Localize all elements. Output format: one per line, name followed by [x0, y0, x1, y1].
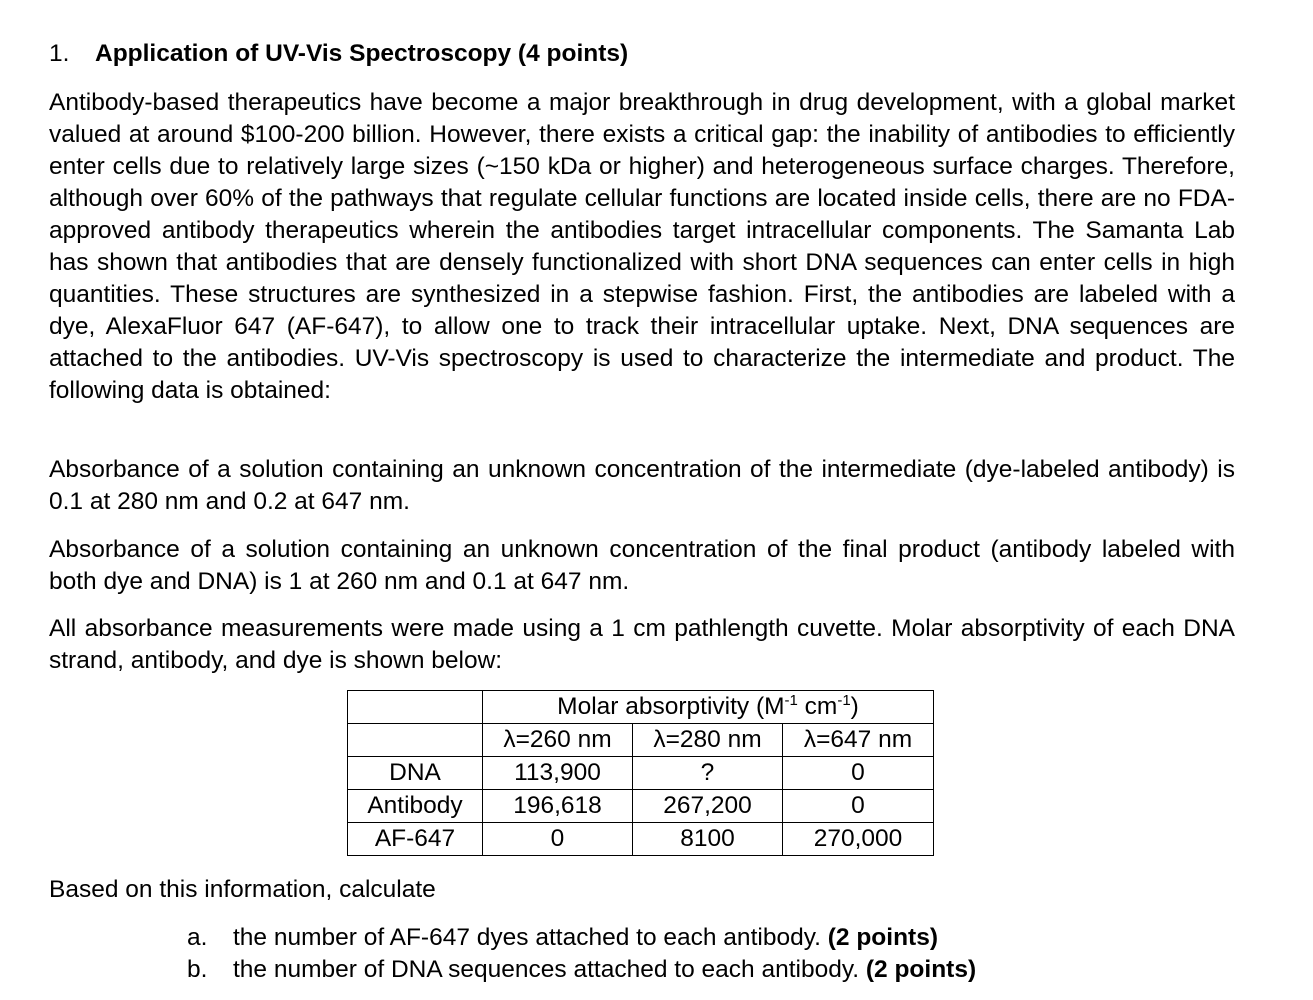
header-exponent-1: -1	[784, 692, 798, 709]
row-label-antibody: Antibody	[348, 790, 483, 823]
question-number: 1.	[49, 40, 70, 67]
sub-question-text: the number of AF-647 dyes attached to each antibody.	[233, 924, 828, 951]
table-wavelength-row	[348, 724, 934, 757]
product-absorbance-paragraph: Absorbance of a solution containing an unknown concentration of the final product (antibody labeled with both dye and DNA) is 1 at 260 nm and 0.1 at 647 nm.	[49, 536, 1235, 595]
table-corner-cell	[348, 691, 483, 724]
molar-absorptivity-table	[347, 690, 934, 856]
table-cell: 196,618	[483, 790, 633, 823]
table-row	[348, 757, 934, 790]
table-cell: 8100	[633, 823, 783, 856]
row-label-dna: DNA	[348, 757, 483, 790]
sub-question-letter: a.	[187, 924, 208, 951]
intermediate-absorbance-paragraph: Absorbance of a solution containing an unknown concentration of the intermediate (dye-labeled antibody) is 0.1 at 280 nm and 0.2 at 647 nm.	[49, 456, 1235, 515]
question-heading	[49, 38, 628, 70]
table-cell: 113,900	[483, 757, 633, 790]
header-close: )	[850, 693, 859, 720]
table-cell: 0	[783, 790, 934, 823]
wavelength-280-header: λ=280 nm	[633, 724, 783, 757]
wavelength-647-header: λ=647 nm	[783, 724, 934, 757]
table-cell: 267,200	[633, 790, 783, 823]
table-empty-cell	[348, 724, 483, 757]
wavelength-260-header: λ=260 nm	[483, 724, 633, 757]
based-on-paragraph: Based on this information, calculate	[49, 876, 436, 903]
row-label-af647: AF-647	[348, 823, 483, 856]
sub-question-text: the number of DNA sequences attached to each antibody.	[233, 956, 866, 983]
header-text: Molar absorptivity (M	[557, 693, 785, 720]
measurement-note-paragraph: All absorbance measurements were made using a 1 cm pathlength cuvette. Molar absorptivity of each DNA strand, antibody, and dye is shown below:	[49, 615, 1235, 674]
table-cell: 0	[783, 757, 934, 790]
question-title: Application of UV-Vis Spectroscopy (4 points)	[95, 40, 629, 67]
sub-question-letter: b.	[187, 956, 208, 983]
intro-paragraph: Antibody-based therapeutics have become a major breakthrough in drug development, with a global market valued at around $100-200 billion. However, there exists a critical gap: the inability of antibodies to efficiently enter cells due to relatively large sizes (~150 kDa or higher) and heterogeneous surface charges. Therefore, although over 60% of the pathways that regulate cellular functions are located inside cells, there are no FDA-approved antibody therapeutics wherein the antibodies target intracellular components. The Samanta Lab has shown that antibodies that are densely functionalized with short DNA sequences can enter cells in high quantities. These structures are synthesized in a stepwise fashion. First, the antibodies are labeled with a dye, AlexaFluor 647 (AF-647), to allow one to track their intracellular uptake. Next, DNA sequences are attached to the antibodies. UV-Vis spectroscopy is used to characterize the intermediate and product. The following data is obtained:	[49, 89, 1235, 404]
sub-question-points: (2 points)	[865, 956, 977, 983]
table-cell: 0	[483, 823, 633, 856]
sub-question-points: (2 points)	[827, 924, 938, 951]
table-header-cell	[483, 691, 934, 724]
table-header-row	[348, 691, 934, 724]
table-cell: 270,000	[783, 823, 934, 856]
sub-question-list	[187, 922, 976, 986]
header-unit: cm	[797, 693, 838, 720]
list-item	[187, 922, 976, 954]
header-exponent-2: -1	[837, 692, 851, 709]
table-row	[348, 790, 934, 823]
list-item	[187, 954, 976, 986]
table-row	[348, 823, 934, 856]
table-cell: ?	[633, 757, 783, 790]
